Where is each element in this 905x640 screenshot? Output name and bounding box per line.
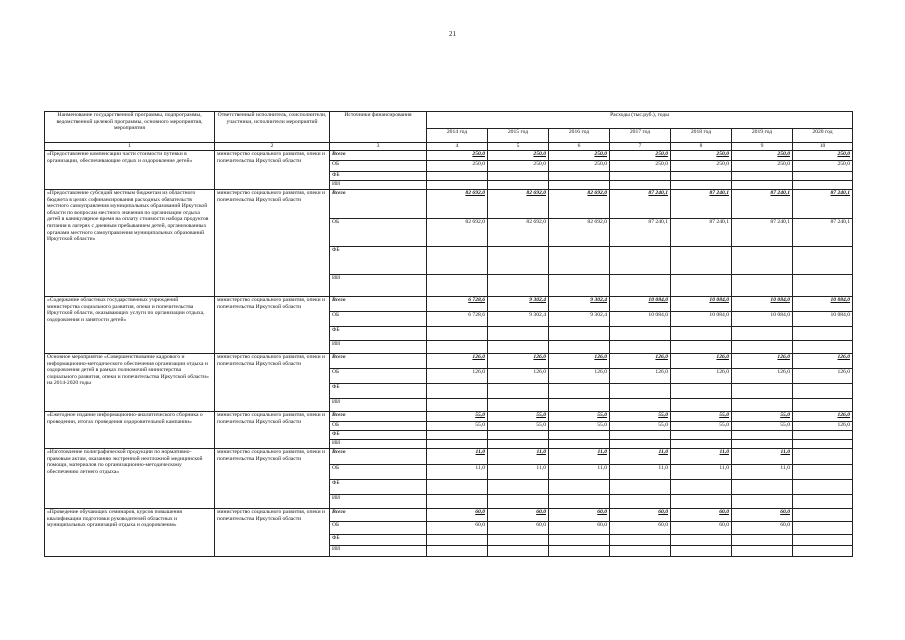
program-row (45, 297, 853, 312)
funding-source-cell: ФБ (330, 172, 427, 181)
amount-cell (793, 480, 853, 495)
amount-cell: 87 240,1 (671, 219, 732, 247)
funding-source-cell: Всего (330, 509, 427, 522)
amount-cell (549, 440, 610, 449)
amount-cell: 55,0 (671, 412, 732, 422)
amount-cell: 55,0 (610, 412, 671, 422)
amount-cell: 10 084,0 (732, 297, 793, 312)
amount-cell: 250,0 (671, 161, 732, 172)
amount-cell: 87 240,1 (610, 219, 671, 247)
funding-source-cell: ФБ (330, 327, 427, 341)
funding-source-cell: ОБ (330, 161, 427, 172)
amount-cell (732, 440, 793, 449)
amount-cell: 250,0 (488, 151, 549, 161)
funding-source-cell: ФБ (330, 247, 427, 275)
amount-cell (793, 546, 853, 557)
amount-cell (671, 181, 732, 190)
funding-source-cell: ИИ (330, 341, 427, 354)
column-index-cell: 7 (610, 143, 671, 151)
amount-cell: 55,0 (427, 412, 488, 422)
program-row (45, 509, 853, 522)
funding-source-cell: ОБ (330, 422, 427, 431)
amount-cell (793, 247, 853, 275)
amount-cell (732, 431, 793, 440)
column-index-cell: 10 (793, 143, 853, 151)
amount-cell: 126,0 (671, 369, 732, 384)
amount-cell (610, 431, 671, 440)
funding-source-cell: Всего (330, 151, 427, 161)
amount-cell (549, 535, 610, 546)
amount-cell: 250,0 (610, 151, 671, 161)
amount-cell: 60,0 (671, 509, 732, 522)
amount-cell (671, 495, 732, 509)
amount-cell: 55,0 (549, 412, 610, 422)
amount-cell: 82 692,0 (427, 190, 488, 219)
amount-cell (671, 535, 732, 546)
year-cell: 2017 год (610, 129, 671, 143)
amount-cell (732, 247, 793, 275)
amount-cell (427, 546, 488, 557)
amount-cell: 126,0 (488, 354, 549, 369)
amount-cell: 250,0 (732, 161, 793, 172)
column-index-cell: 4 (427, 143, 488, 151)
amount-cell (671, 431, 732, 440)
amount-cell: 87 240,1 (610, 190, 671, 219)
program-name-cell: «Предоставление субсидий местным бюджетам из областного бюджета в целях софинансирования расходных обязательств местного самоуправления муниципальных образований Иркутской области по вопросам местного значения по организации отдыха детей в каникулярное время на оплату стоимости набора продуктов питания в лагерях с дневным пребыванием детей, организованных органами местного самоуправления муниципальных образований Иркутской области» (45, 190, 215, 297)
funding-source-cell: ИИ (330, 275, 427, 297)
amount-cell: 55,0 (549, 422, 610, 431)
amount-cell: 60,0 (549, 522, 610, 535)
amount-cell (610, 399, 671, 412)
funding-source-cell: Всего (330, 297, 427, 312)
amount-cell (488, 384, 549, 399)
amount-cell (671, 384, 732, 399)
amount-cell (732, 546, 793, 557)
amount-cell: 250,0 (549, 161, 610, 172)
amount-cell: 10 084,0 (671, 297, 732, 312)
amount-cell (610, 327, 671, 341)
amount-cell: 126,0 (549, 369, 610, 384)
header-source-cell: Источники финансирования (330, 112, 427, 143)
amount-cell (427, 480, 488, 495)
amount-cell (549, 247, 610, 275)
amount-cell: 60,0 (427, 522, 488, 535)
amount-cell (549, 327, 610, 341)
program-row (45, 190, 853, 219)
amount-cell: 126,0 (488, 369, 549, 384)
amount-cell (793, 399, 853, 412)
column-index-cell: 5 (488, 143, 549, 151)
amount-cell (488, 535, 549, 546)
amount-cell (427, 535, 488, 546)
amount-cell: 60,0 (671, 522, 732, 535)
amount-cell (427, 341, 488, 354)
year-cell: 2020 год (793, 129, 853, 143)
funding-source-cell: ИИ (330, 495, 427, 509)
amount-cell (427, 431, 488, 440)
amount-cell (549, 341, 610, 354)
amount-cell (549, 399, 610, 412)
amount-cell: 60,0 (732, 509, 793, 522)
header-row (45, 112, 853, 129)
funding-source-cell: ОБ (330, 312, 427, 327)
amount-cell (732, 495, 793, 509)
amount-cell: 126,0 (427, 369, 488, 384)
amount-cell: 126,0 (610, 354, 671, 369)
amount-cell: 11,0 (671, 465, 732, 480)
amount-cell: 60,0 (488, 522, 549, 535)
amount-cell (610, 546, 671, 557)
amount-cell: 250,0 (488, 161, 549, 172)
amount-cell (610, 341, 671, 354)
amount-cell (549, 431, 610, 440)
amount-cell (793, 522, 853, 535)
amount-cell: 126,0 (732, 369, 793, 384)
amount-cell (793, 535, 853, 546)
funding-source-cell: ОБ (330, 465, 427, 480)
amount-cell (549, 495, 610, 509)
amount-cell: 55,0 (488, 412, 549, 422)
budget-table (44, 111, 853, 557)
amount-cell: 250,0 (793, 161, 853, 172)
amount-cell: 250,0 (610, 161, 671, 172)
amount-cell (671, 399, 732, 412)
amount-cell (488, 181, 549, 190)
amount-cell (732, 275, 793, 297)
amount-cell: 60,0 (732, 522, 793, 535)
amount-cell (549, 384, 610, 399)
amount-cell (488, 341, 549, 354)
header-name-cell: Наименование государственной программы, подпрограммы, ведомственной целевой программы, основного мероприятия, мероприятия (45, 112, 215, 143)
amount-cell: 250,0 (732, 151, 793, 161)
amount-cell: 126,0 (610, 369, 671, 384)
amount-cell: 10 084,0 (732, 312, 793, 327)
amount-cell (671, 247, 732, 275)
amount-cell: 82 692,0 (488, 190, 549, 219)
amount-cell: 11,0 (671, 449, 732, 465)
amount-cell (671, 172, 732, 181)
amount-cell (732, 480, 793, 495)
amount-cell (732, 341, 793, 354)
amount-cell: 55,0 (427, 422, 488, 431)
amount-cell (488, 275, 549, 297)
amount-cell (427, 181, 488, 190)
page-number: 21 (449, 30, 456, 38)
amount-cell (732, 399, 793, 412)
amount-cell (610, 495, 671, 509)
amount-cell: 250,0 (427, 161, 488, 172)
program-row (45, 151, 853, 161)
column-index-cell: 9 (732, 143, 793, 151)
amount-cell: 126,0 (549, 354, 610, 369)
funding-source-cell: ИИ (330, 181, 427, 190)
year-cell: 2015 год (488, 129, 549, 143)
amount-cell (610, 480, 671, 495)
amount-cell (488, 431, 549, 440)
amount-cell: 11,0 (549, 465, 610, 480)
executor-cell: министерство социального развития, опеки и попечительства Иркутской области (215, 190, 330, 297)
amount-cell: 9 302,4 (549, 312, 610, 327)
amount-cell: 87 240,1 (793, 190, 853, 219)
program-row (45, 412, 853, 422)
executor-cell: министерство социального развития, опеки и попечительства Иркутской области (215, 354, 330, 412)
amount-cell (793, 341, 853, 354)
amount-cell (488, 440, 549, 449)
amount-cell: 11,0 (427, 465, 488, 480)
amount-cell (793, 431, 853, 440)
program-name-cell: «Содержание областных государственных учреждений министерства социального развития, опеки и попечительства Иркутской области, оказывающих услуги по организации отдыха, оздоровления и занятости детей» (45, 297, 215, 354)
amount-cell (610, 535, 671, 546)
program-name-cell: «Изготовление полиграфической продукции по нормативно-правовым актам, оказанию экстренной неотложной медицинской помощи, материалов по организационно-методическому обеспечению летнего отдыха» (45, 449, 215, 509)
amount-cell (732, 181, 793, 190)
amount-cell (427, 399, 488, 412)
executor-cell: министерство социального развития, опеки и попечительства Иркутской области (215, 151, 330, 190)
amount-cell: 87 240,1 (732, 219, 793, 247)
amount-cell (732, 327, 793, 341)
amount-cell (793, 327, 853, 341)
funding-source-cell: Всего (330, 449, 427, 465)
amount-cell: 11,0 (732, 449, 793, 465)
column-index-cell: 6 (549, 143, 610, 151)
amount-cell: 126,0 (671, 354, 732, 369)
program-name-cell: Основное мероприятие «Совершенствование кадрового и информационно-методического обеспечения организации отдыха и оздоровления детей в рамках полномочий министерства социального развития, опеки и попечительства Иркутской области» на 2014-2020 годы (45, 354, 215, 412)
amount-cell (549, 181, 610, 190)
funding-source-cell: ФБ (330, 480, 427, 495)
amount-cell (427, 495, 488, 509)
amount-cell (793, 465, 853, 480)
amount-cell: 6 728,6 (427, 297, 488, 312)
amount-cell (488, 480, 549, 495)
amount-cell (732, 384, 793, 399)
amount-cell: 6 728,6 (427, 312, 488, 327)
amount-cell: 9 302,4 (488, 312, 549, 327)
amount-cell: 11,0 (488, 465, 549, 480)
executor-cell: министерство социального развития, опеки и попечительства Иркутской области (215, 297, 330, 354)
amount-cell: 87 240,1 (732, 190, 793, 219)
amount-cell (549, 275, 610, 297)
amount-cell (427, 440, 488, 449)
amount-cell: 126,0 (793, 354, 853, 369)
amount-cell (427, 247, 488, 275)
year-cell: 2018 год (671, 129, 732, 143)
amount-cell: 126,0 (427, 354, 488, 369)
column-index-cell: 1 (45, 143, 215, 151)
amount-cell: 55,0 (732, 412, 793, 422)
amount-cell (671, 327, 732, 341)
program-row (45, 354, 853, 369)
amount-cell (671, 546, 732, 557)
amount-cell: 11,0 (732, 465, 793, 480)
funding-source-cell: Всего (330, 412, 427, 422)
funding-source-cell: Всего (330, 354, 427, 369)
amount-cell (671, 480, 732, 495)
header-executor-cell: Ответственный исполнитель, соисполнители, участники, исполнители мероприятий (215, 112, 330, 143)
funding-source-cell: ОБ (330, 219, 427, 247)
amount-cell: 60,0 (610, 522, 671, 535)
funding-source-cell: ОБ (330, 522, 427, 535)
amount-cell (671, 440, 732, 449)
amount-cell (793, 440, 853, 449)
amount-cell (610, 181, 671, 190)
amount-cell (793, 172, 853, 181)
amount-cell: 82 692,0 (427, 219, 488, 247)
amount-cell (610, 172, 671, 181)
column-index-cell: 3 (330, 143, 427, 151)
funding-source-cell: ОБ (330, 369, 427, 384)
amount-cell (427, 172, 488, 181)
program-name-cell: «Ежегодное издание информационно-аналитического сборника о проведении, итогах проведения оздоровительной кампании» (45, 412, 215, 449)
funding-source-cell: ФБ (330, 384, 427, 399)
amount-cell: 10 084,0 (610, 312, 671, 327)
amount-cell: 11,0 (610, 465, 671, 480)
amount-cell: 250,0 (671, 151, 732, 161)
amount-cell (793, 509, 853, 522)
funding-source-cell: ФБ (330, 431, 427, 440)
amount-cell (549, 546, 610, 557)
amount-cell: 11,0 (427, 449, 488, 465)
amount-cell: 126,0 (793, 422, 853, 431)
amount-cell: 10 084,0 (793, 297, 853, 312)
amount-cell: 60,0 (427, 509, 488, 522)
column-index-row (45, 143, 853, 151)
program-name-cell: «Проведение обучающих семинаров, курсов повышения квалификации подготовки руководителей областных и муниципальных организаций отдыха и оздоровления» (45, 509, 215, 557)
funding-source-cell: ИИ (330, 399, 427, 412)
amount-cell: 10 084,0 (671, 312, 732, 327)
amount-cell: 11,0 (549, 449, 610, 465)
amount-cell: 82 692,0 (549, 219, 610, 247)
amount-cell: 82 692,0 (488, 219, 549, 247)
executor-cell: министерство социального развития, опеки и попечительства Иркутской области (215, 412, 330, 449)
amount-cell (793, 384, 853, 399)
program-row (45, 449, 853, 465)
amount-cell (610, 275, 671, 297)
amount-cell: 250,0 (549, 151, 610, 161)
funding-source-cell: ИИ (330, 546, 427, 557)
amount-cell (793, 181, 853, 190)
amount-cell (732, 535, 793, 546)
amount-cell (610, 440, 671, 449)
amount-cell: 9 302,4 (488, 297, 549, 312)
program-name-cell: «Предоставление компенсации части стоимости путевки в организации, обеспечивающие отдых и оздоровление детей» (45, 151, 215, 190)
amount-cell: 55,0 (732, 422, 793, 431)
header-expenses-cell: Расходы (тыс.руб.), годы (427, 112, 853, 129)
amount-cell: 126,0 (732, 354, 793, 369)
amount-cell: 60,0 (549, 509, 610, 522)
executor-cell: министерство социального развития, опеки и попечительства Иркутской области (215, 509, 330, 557)
year-cell: 2014 год (427, 129, 488, 143)
amount-cell (427, 327, 488, 341)
amount-cell (488, 172, 549, 181)
amount-cell: 126,0 (793, 369, 853, 384)
funding-source-cell: ИИ (330, 440, 427, 449)
amount-cell (488, 546, 549, 557)
amount-cell: 9 302,4 (549, 297, 610, 312)
year-cell: 2019 год (732, 129, 793, 143)
amount-cell: 60,0 (610, 509, 671, 522)
amount-cell (549, 480, 610, 495)
amount-cell (610, 384, 671, 399)
amount-cell: 10 084,0 (610, 297, 671, 312)
year-cell: 2016 год (549, 129, 610, 143)
column-index-cell: 8 (671, 143, 732, 151)
amount-cell (671, 341, 732, 354)
amount-cell: 82 692,0 (549, 190, 610, 219)
amount-cell: 87 240,1 (793, 219, 853, 247)
amount-cell (488, 495, 549, 509)
amount-cell: 11,0 (488, 449, 549, 465)
amount-cell (488, 399, 549, 412)
executor-cell: министерство социального развития, опеки и попечительства Иркутской области (215, 449, 330, 509)
amount-cell (793, 495, 853, 509)
amount-cell: 55,0 (488, 422, 549, 431)
amount-cell (488, 247, 549, 275)
amount-cell (671, 275, 732, 297)
funding-source-cell: Всего (330, 190, 427, 219)
amount-cell (427, 384, 488, 399)
amount-cell: 250,0 (427, 151, 488, 161)
amount-cell: 55,0 (671, 422, 732, 431)
amount-cell: 10 084,0 (793, 312, 853, 327)
amount-cell (732, 172, 793, 181)
funding-source-cell: ФБ (330, 535, 427, 546)
amount-cell (793, 449, 853, 465)
amount-cell (610, 247, 671, 275)
column-index-cell: 2 (215, 143, 330, 151)
amount-cell (793, 275, 853, 297)
amount-cell: 55,0 (610, 422, 671, 431)
amount-cell: 87 240,1 (671, 190, 732, 219)
amount-cell: 60,0 (488, 509, 549, 522)
amount-cell: 11,0 (610, 449, 671, 465)
amount-cell: 250,0 (793, 151, 853, 161)
amount-cell: 126,0 (793, 412, 853, 422)
amount-cell (549, 172, 610, 181)
amount-cell (488, 327, 549, 341)
amount-cell (427, 275, 488, 297)
